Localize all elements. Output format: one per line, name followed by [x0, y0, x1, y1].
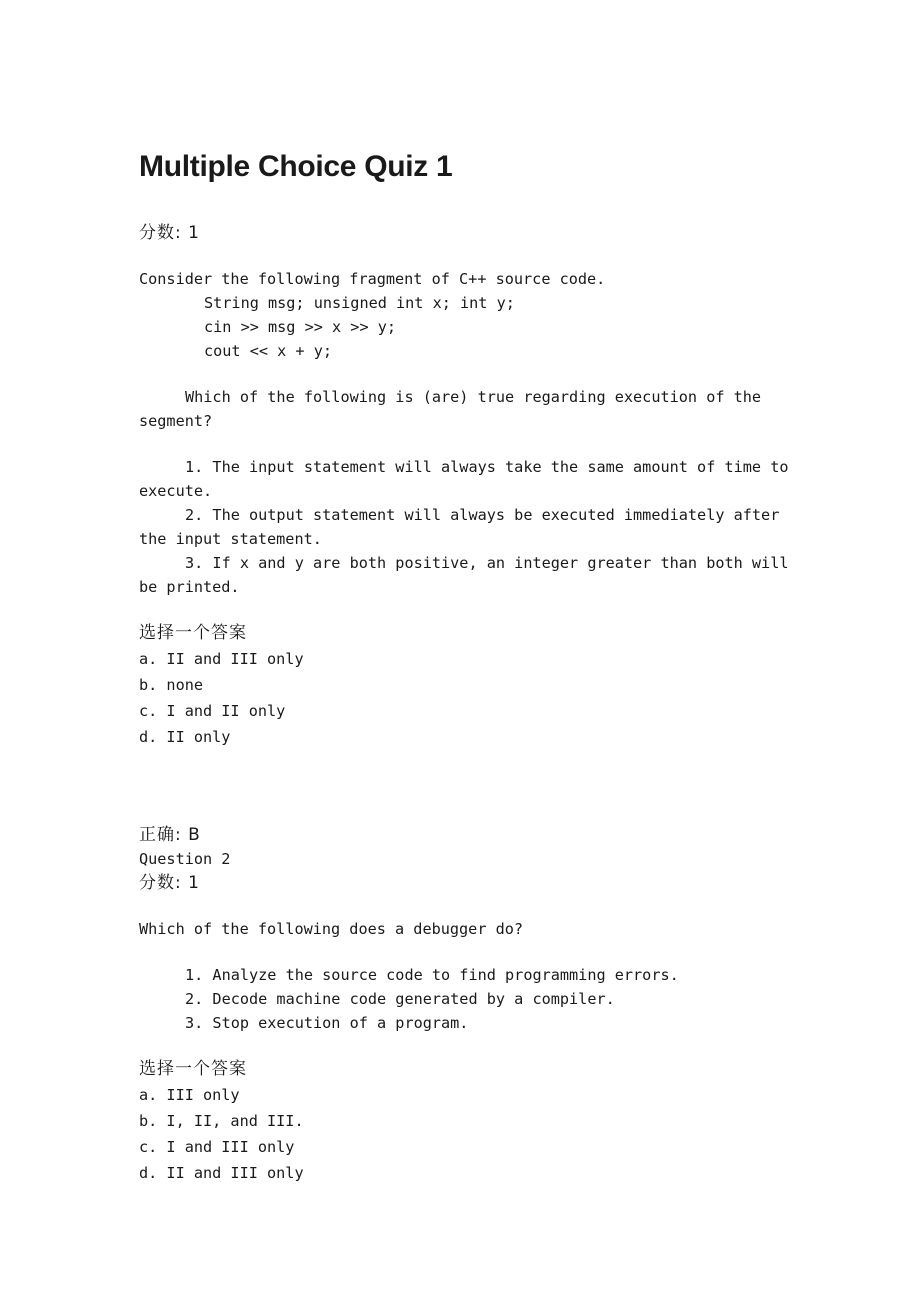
- q2-statement-2: 2. Decode machine code generated by a compiler.: [185, 990, 615, 1008]
- q2-option-b[interactable]: b. I, II, and III.: [139, 1112, 304, 1130]
- q1-statement-3-cont: be printed.: [139, 578, 240, 596]
- q2-option-a[interactable]: a. III only: [139, 1086, 240, 1104]
- q2-question: Which of the following does a debugger do?: [139, 920, 524, 938]
- q1-code-line: String msg; unsigned int x; int y;: [204, 294, 515, 312]
- q1-score: 分数: 1: [139, 223, 200, 243]
- q1-correct-answer: 正确: B: [139, 825, 201, 845]
- q1-statement-1: 1. The input statement will always take the same amount of time to: [185, 458, 789, 476]
- q1-statement-3: 3. If x and y are both positive, an integer greater than both will: [185, 554, 789, 572]
- q1-statement-1-cont: execute.: [139, 482, 213, 500]
- q2-score: 分数: 1: [139, 873, 200, 893]
- q2-option-d[interactable]: d. II and III only: [139, 1164, 304, 1182]
- q1-option-a[interactable]: a. II and III only: [139, 650, 304, 668]
- q1-intro: Consider the following fragment of C++ source code.: [139, 270, 606, 288]
- q1-option-c[interactable]: c. I and II only: [139, 702, 286, 720]
- q1-statement-2-cont: the input statement.: [139, 530, 322, 548]
- q2-statement-1: 1. Analyze the source code to find programming errors.: [185, 966, 679, 984]
- q2-option-c[interactable]: c. I and III only: [139, 1138, 295, 1156]
- q1-code-line: cout << x + y;: [204, 342, 333, 360]
- q1-option-b[interactable]: b. none: [139, 676, 204, 694]
- q1-question-cont: segment?: [139, 412, 213, 430]
- q1-choose-label: 选择一个答案: [139, 623, 247, 643]
- q1-code-line: cin >> msg >> x >> y;: [204, 318, 397, 336]
- q2-statement-3: 3. Stop execution of a program.: [185, 1014, 469, 1032]
- q1-option-d[interactable]: d. II only: [139, 728, 231, 746]
- q2-heading: Question 2: [139, 850, 231, 868]
- page-title: Multiple Choice Quiz 1: [139, 150, 453, 183]
- q1-statement-2: 2. The output statement will always be executed immediately after: [185, 506, 780, 524]
- q2-choose-label: 选择一个答案: [139, 1059, 247, 1079]
- q1-question: Which of the following is (are) true regarding execution of the: [185, 388, 762, 406]
